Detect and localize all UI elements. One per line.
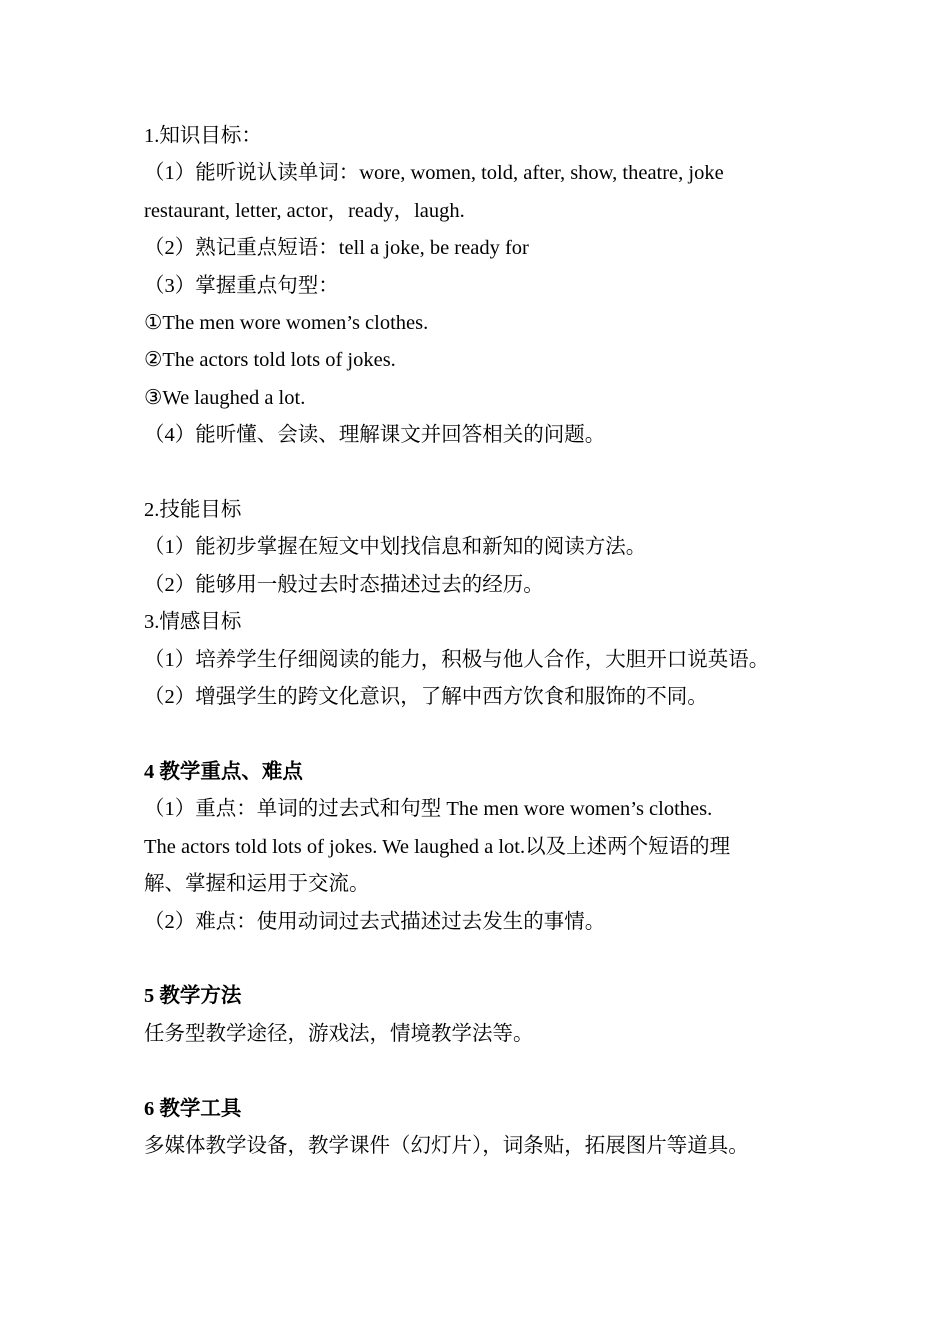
blank-line bbox=[144, 455, 824, 492]
section-key-points-title: 4 教学重点、难点 bbox=[144, 760, 303, 783]
tools-body: 多媒体教学设备，教学课件（幻灯片），词条贴，拓展图片等道具。 bbox=[144, 1134, 749, 1157]
blank-line bbox=[144, 1053, 824, 1090]
section-methods-title: 5 教学方法 bbox=[144, 985, 242, 1008]
key-points-item-1-line-3: 解、掌握和运用于交流。 bbox=[144, 873, 370, 896]
section-tools-title: 6 教学工具 bbox=[144, 1097, 242, 1120]
document-page bbox=[144, 118, 824, 1165]
skills-item-2: （2）能够用一般过去时态描述过去的经历。 bbox=[144, 573, 544, 596]
affective-item-1: （1）培养学生仔细阅读的能力，积极与他人合作，大胆开口说英语。 bbox=[144, 648, 770, 671]
key-points-item-1-line-1: （1）重点：单词的过去式和句型 The men wore women’s clothes. bbox=[144, 798, 713, 821]
key-sentence-3: ③We laughed a lot. bbox=[144, 386, 306, 409]
knowledge-item-1-line-1: （1）能听说认读单词：wore, women, told, after, show, theatre, joke bbox=[144, 162, 724, 185]
knowledge-item-1-line-2: restaurant, letter, actor，ready，laugh. bbox=[144, 199, 465, 222]
affective-item-2: （2）增强学生的跨文化意识，了解中西方饮食和服饰的不同。 bbox=[144, 686, 708, 709]
knowledge-item-4: （4）能听懂、会读、理解课文并回答相关的问题。 bbox=[144, 424, 606, 447]
section-skills-title: 2.技能目标 bbox=[144, 499, 242, 522]
methods-body: 任务型教学途径，游戏法，情境教学法等。 bbox=[144, 1022, 534, 1045]
knowledge-item-2: （2）熟记重点短语：tell a joke, be ready for bbox=[144, 237, 529, 260]
knowledge-item-3: （3）掌握重点句型： bbox=[144, 274, 339, 297]
key-sentence-2: ②The actors told lots of jokes. bbox=[144, 349, 396, 372]
section-knowledge-title: 1.知识目标： bbox=[144, 125, 262, 147]
key-points-item-1-line-2: The actors told lots of jokes. We laughed a lot.以及上述两个短语的理 bbox=[144, 835, 731, 858]
key-points-item-2: （2）难点：使用动词过去式描述过去发生的事情。 bbox=[144, 910, 606, 933]
blank-line bbox=[144, 716, 824, 753]
skills-item-1: （1）能初步掌握在短文中划找信息和新知的阅读方法。 bbox=[144, 536, 647, 559]
section-affective-title: 3.情感目标 bbox=[144, 611, 242, 634]
blank-line bbox=[144, 941, 824, 978]
key-sentence-1: ①The men wore women’s clothes. bbox=[144, 312, 429, 335]
